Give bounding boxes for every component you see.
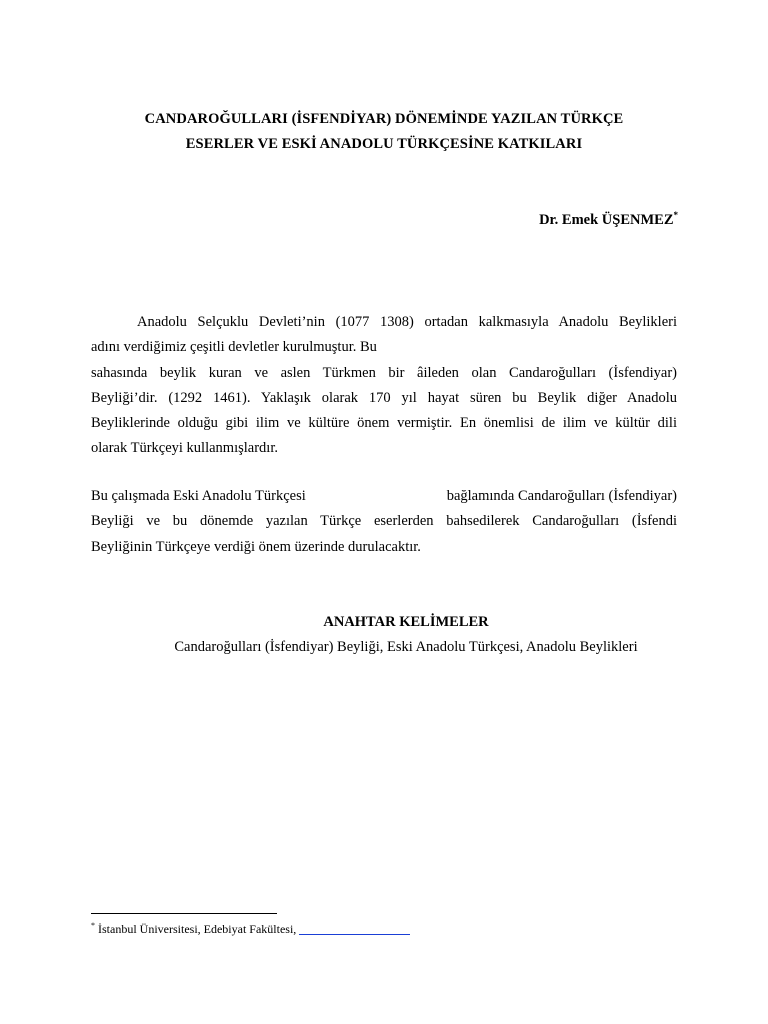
footnote-separator — [91, 913, 277, 914]
abstract-paragraph-2 — [91, 484, 677, 560]
paragraph-1-line: sahasında beylik kuran ve aslen Türkmen bir âileden olan Candaroğulları (İsfendiyar) — [91, 364, 677, 381]
paragraph-2-line-1-part-1: Bu çalışmada Eski Anadolu Türkçesi — [91, 488, 306, 504]
footnote-text: İstanbul Üniversitesi, Edebiyat Fakültesi, — [98, 922, 297, 936]
paragraph-2-line: Beyliğinin Türkçeye verdiği önem üzerinde durulacaktır. — [91, 538, 421, 555]
paragraph-1-line: Beyliklerinde olduğu gibi ilim ve kültüre önem vermiştir. En önemlisi de ilim ve kültür dili — [91, 415, 677, 432]
paragraph-2-line — [91, 484, 677, 509]
title-line-2: ESERLER VE ESKİ ANADOLU TÜRKÇESİNE KATKILARI — [185, 136, 583, 152]
keywords-heading: ANAHTAR KELİMELER — [323, 614, 489, 630]
author-name-text: Dr. Emek ÜŞENMEZ — [539, 212, 674, 228]
paragraph-1-line: Anadolu Selçuklu Devleti’nin (1077 1308) ortadan kalkmasıyla Anadolu Beylikleri — [137, 314, 677, 330]
footnote-email-link[interactable] — [299, 922, 410, 935]
paragraph-2-line: Beyliği ve bu dönemde yazılan Türkçe eserlerden bahsedilerek Candaroğulları (İsfendi — [91, 513, 677, 530]
author-footnote-marker: * — [673, 210, 678, 221]
footnote-marker: * — [91, 921, 95, 930]
paragraph-2-line-1-part-2: bağlamında Candaroğulları (İsfendiyar) — [446, 488, 677, 504]
abstract-paragraph-1 — [91, 310, 677, 462]
paragraph-1-line: olarak Türkçeyi kullanmışlardır. — [91, 440, 278, 457]
keywords-text: Candaroğulları (İsfendiyar) Beyliği, Eski Anadolu Türkçesi, Anadolu Beylikleri — [174, 639, 638, 655]
footnote — [91, 922, 410, 937]
author-name — [539, 212, 678, 229]
paragraph-1-line: Beyliği’dir. (1292 1461). Yaklaşık olarak 170 yıl hayat süren bu Beylik diğer Anadolu — [91, 389, 677, 406]
paragraph-1-line: adını verdiğimiz çeşitli devletler kurulmuştur. Bu — [91, 339, 377, 356]
title-line-1: CANDAROĞULLARI (İSFENDİYAR) DÖNEMİNDE YAZILAN TÜRKÇE — [144, 111, 624, 127]
